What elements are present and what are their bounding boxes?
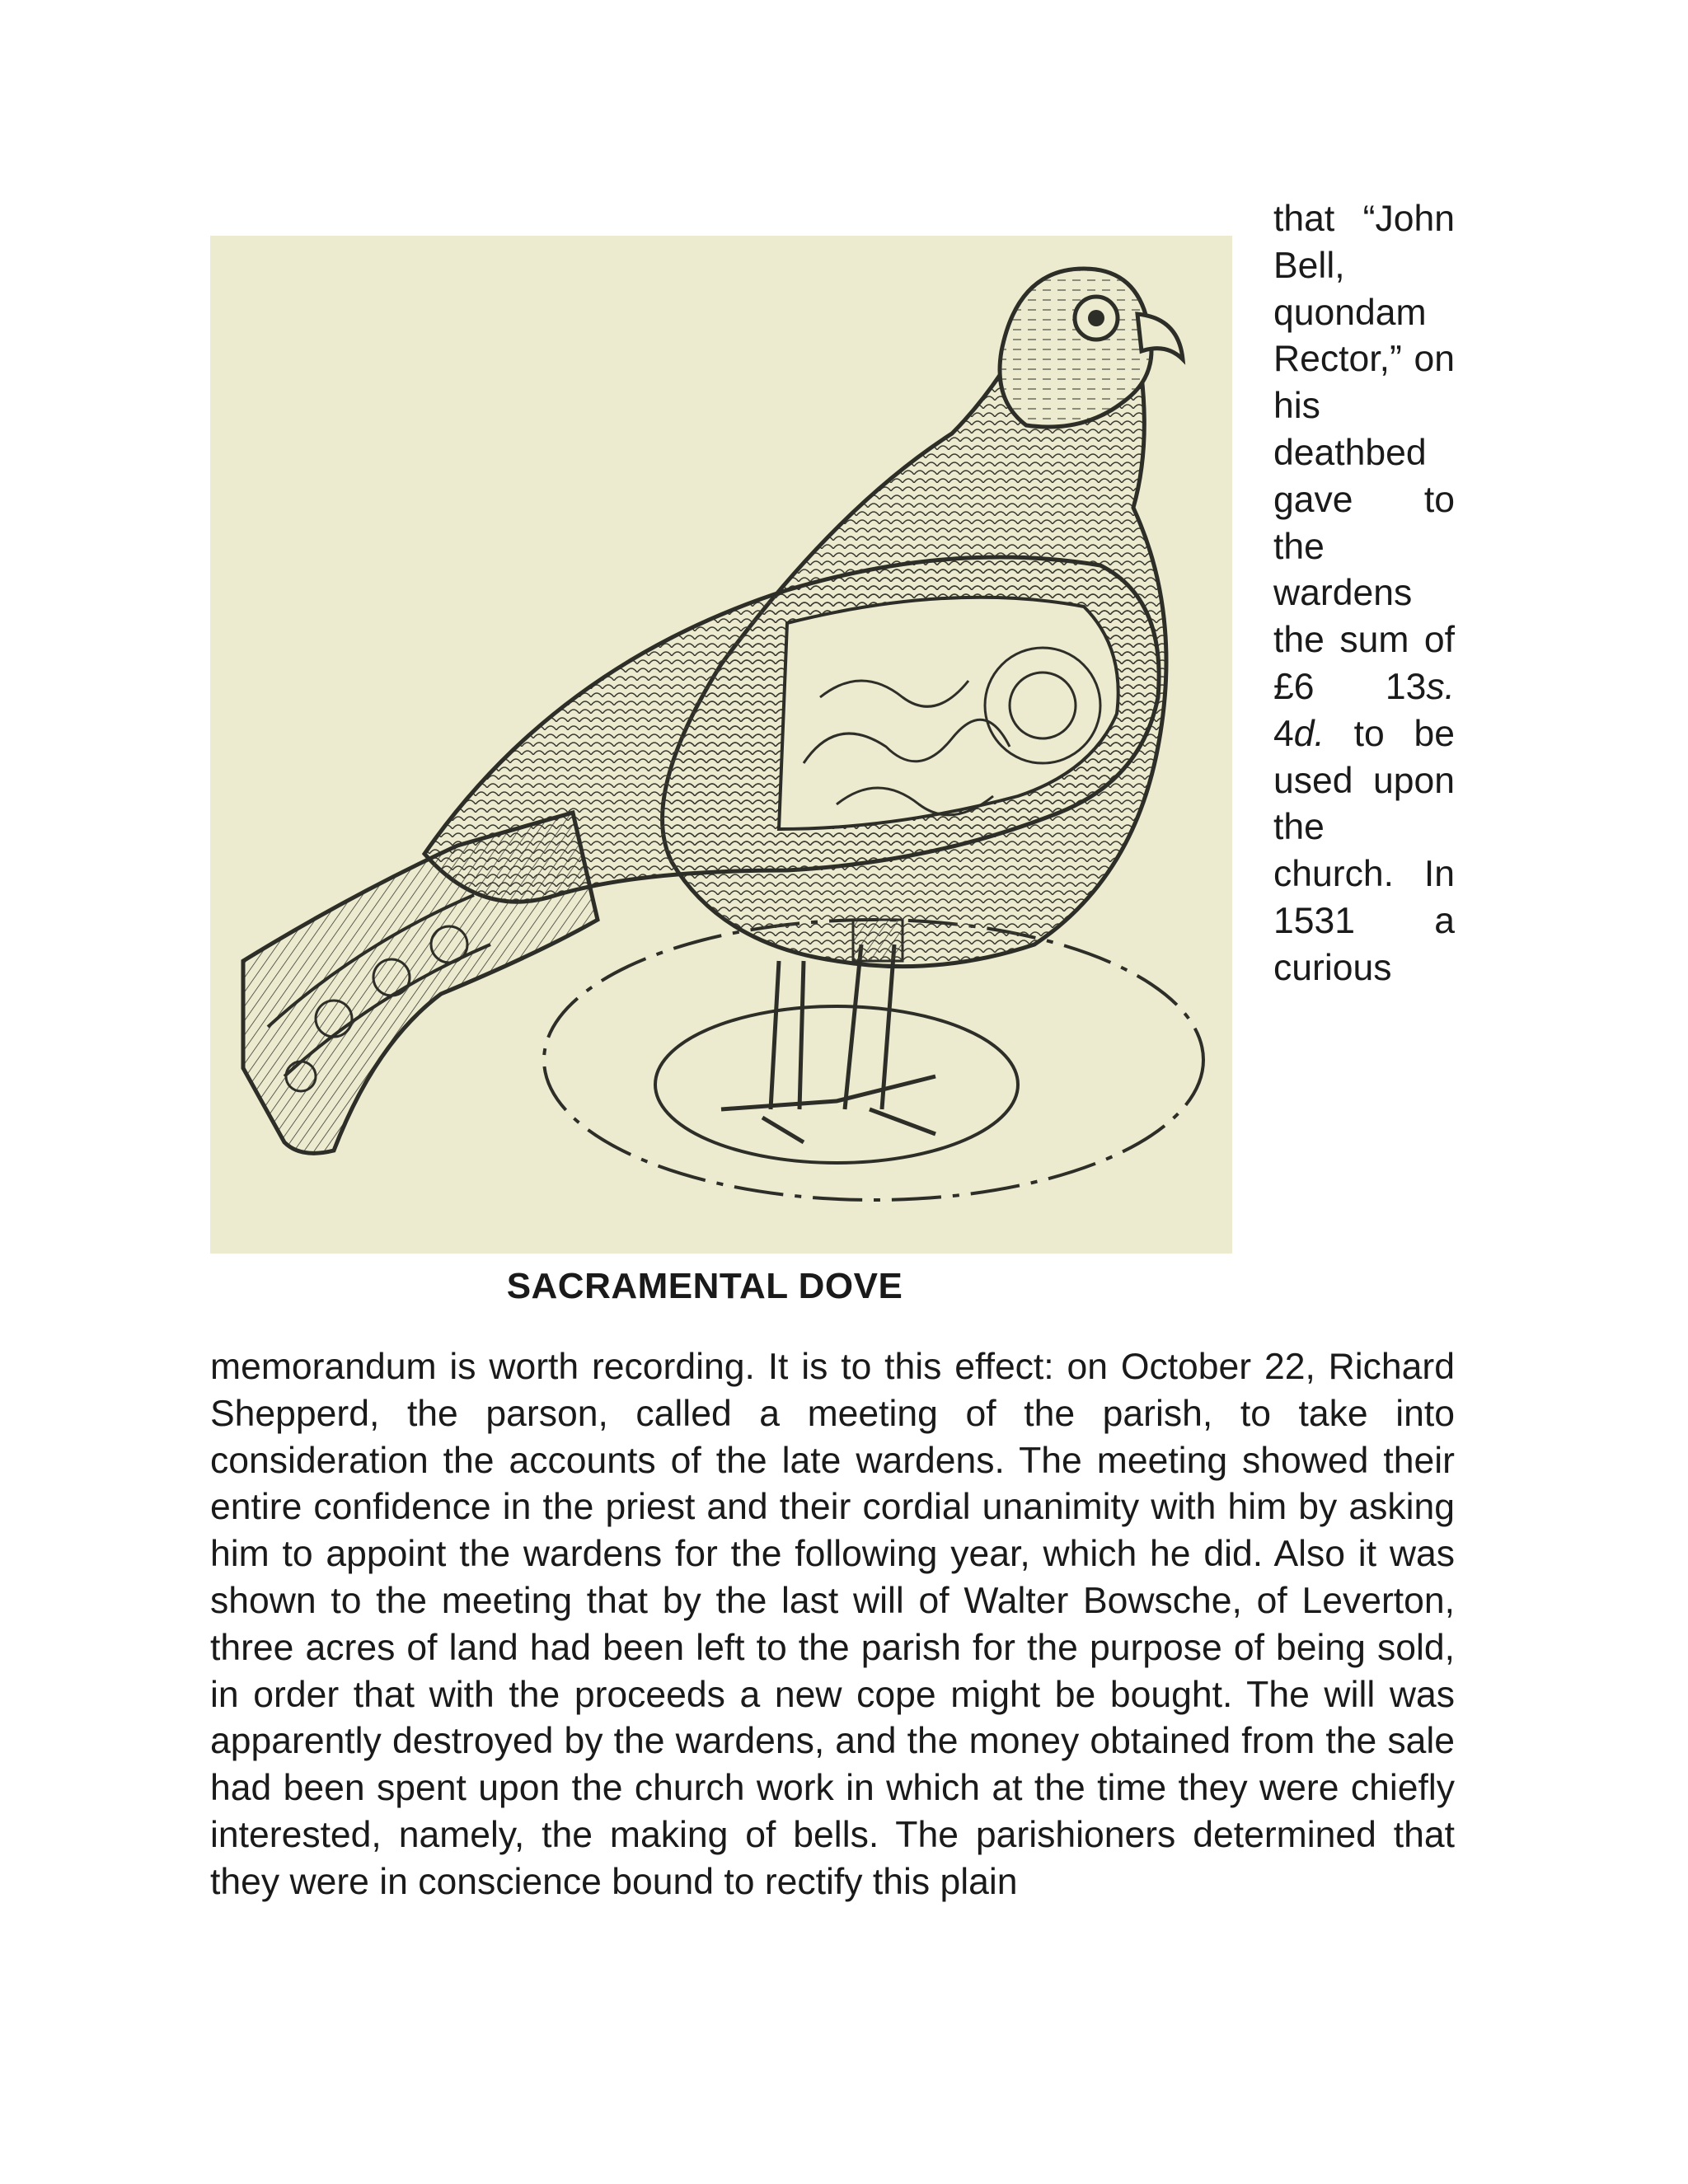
figure (210, 236, 1232, 1311)
figure-caption: SACRAMENTAL DOVE (506, 1266, 903, 1306)
dove-engraving-icon (210, 236, 1232, 1254)
body-text-end: to be used upon the church. In 1531 a curious memorandum is worth recording. It is to this effect: on October 22, Richard Shepperd, the parson, called a meeting of the parish, to take into consideration the accounts of the late wardens. The meeting showed their entire confidence in the priest and their cordial unanimity with him by asking him to appoint the wardens for the following year, which he did. Also it was shown to the meeting that by the last will of Walter Bowsche, of Leverton, three acres of land had been left to the parish for the purpose of being sold, in order that with the proceeds a new cope might be bought. The will was apparently destroyed by the wardens, and the money obtained from the sale had been spent upon the church work in which at the time they were chiefly interested, namely, the making of bells. The parishioners determined that they were in conscience bound to rectify this plain (210, 713, 1455, 1902)
body-text-start: that “John Bell, quondam Rector,” on his deathbed gave to the wardens the sum of £6 13 (1273, 199, 1455, 707)
body-text-mid: 4 (1273, 713, 1294, 754)
page (210, 196, 1455, 1906)
shillings-abbrev: s. (1426, 666, 1455, 707)
pence-abbrev: d. (1293, 713, 1325, 754)
